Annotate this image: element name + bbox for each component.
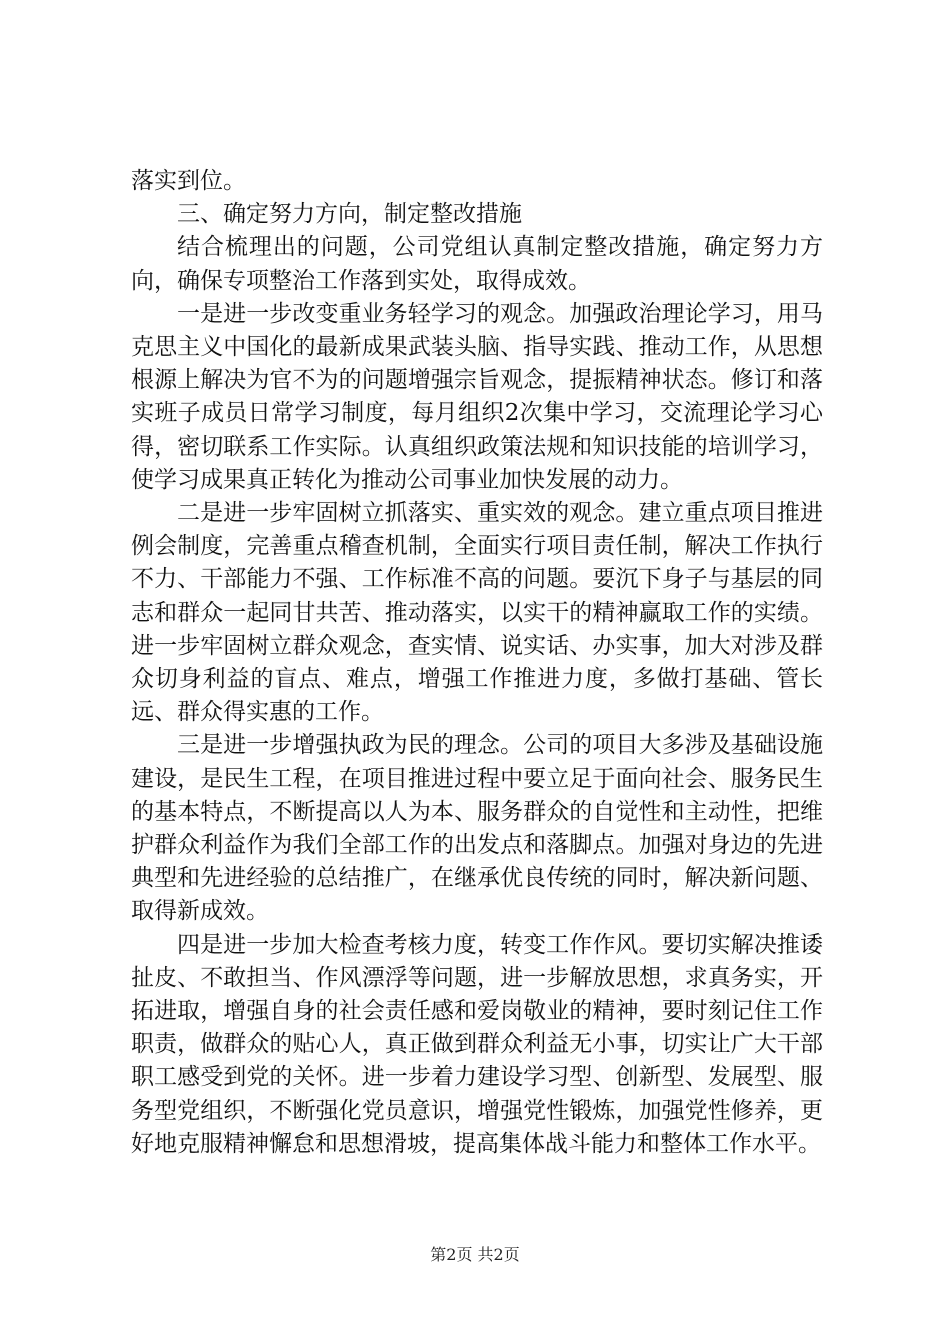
paragraph-continuation: 落实到位。: [131, 168, 246, 194]
section-heading: 三、确定努力方向，制定整改措施: [177, 201, 522, 228]
paragraph-point-one: 一是进一步改变重业务轻学习的观念。加强政治理论学习，用马克思主义中国化的最新成果武装头脑、指导实践、推动工作，从思想根源上解决为官不为的问题增强宗旨观念，提振精神状态。修订和落实班子成员日常学习制度，每月组织2次集中学习，交流理论学习心得，密切联系工作实际。认真组织政策法规和知识技能的培训学习，使学习成果真正转化为推动公司事业加快发展的动力。: [131, 300, 823, 493]
page-number-footer: 第2页 共2页: [430, 1245, 520, 1264]
paragraph-point-three: 三是进一步增强执政为民的理念。公司的项目大多涉及基础设施建设，是民生工程，在项目推进过程中要立足于面向社会、服务民生的基本特点，不断提高以人为本、服务群众的自觉性和主动性，把维护群众利益作为我们全部工作的出发点和落脚点。加强对身边的先进典型和先进经验的总结推广，在继承优良传统的同时，解决新问题、取得新成效。: [131, 732, 823, 925]
paragraph-point-two: 二是进一步牢固树立抓落实、重实效的观念。建立重点项目推进例会制度，完善重点稽查机制，全面实行项目责任制，解决工作执行不力、干部能力不强、工作标准不高的问题。要沉下身子与基层的同志和群众一起同甘共苦、推动落实，以实干的精神赢取工作的实绩。进一步牢固树立群众观念，查实情、说实话、办实事，加大对涉及群众切身利益的盲点、难点，增强工作推进力度，多做打基础、管长远、群众得实惠的工作。: [131, 500, 823, 726]
document-body: [131, 165, 823, 1161]
paragraph-point-four: 四是进一步加大检查考核力度，转变工作作风。要切实解决推诿扯皮、不敢担当、作风漂浮等问题，进一步解放思想，求真务实，开拓进取，增强自身的社会责任感和爱岗敬业的精神，要时刻记住工作职责，做群众的贴心人，真正做到群众利益无小事，切实让广大干部职工感受到党的关怀。进一步着力建设学习型、创新型、发展型、服务型党组织，不断强化党员意识，增强党性锻炼，加强党性修养，更好地克服精神懈怠和思想滑坡，提高集体战斗能力和整体工作水平。: [131, 931, 823, 1157]
paragraph-intro: 结合梳理出的问题，公司党组认真制定整改措施，确定努力方向，确保专项整治工作落到实处，取得成效。: [131, 234, 823, 294]
